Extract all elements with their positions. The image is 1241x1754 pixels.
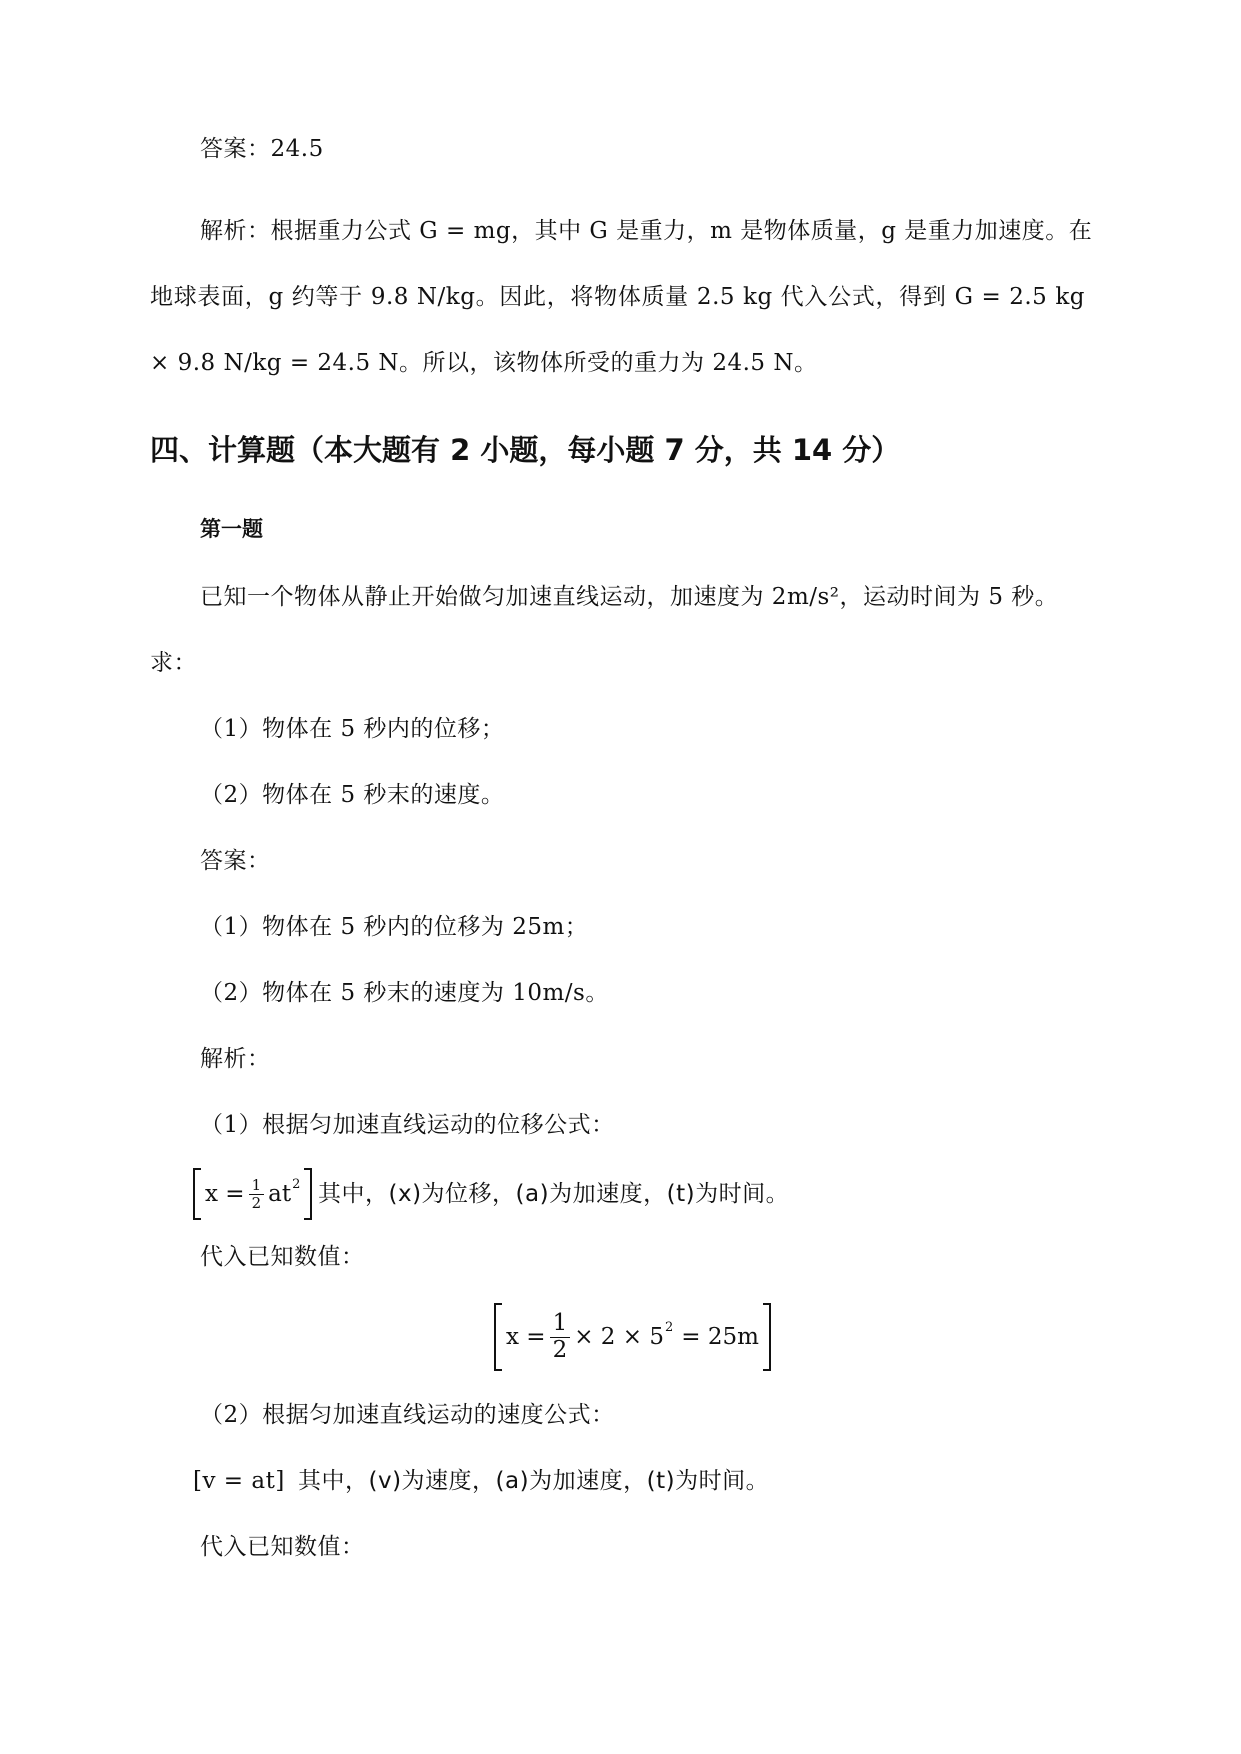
substitute-label-1: 代入已知数值：	[200, 1244, 365, 1270]
analysis-step-1: （1）根据匀加速直线运动的位移公式：	[200, 1112, 615, 1138]
calc-result: = 25m	[681, 1324, 759, 1350]
substitute-label-2: 代入已知数值：	[200, 1534, 365, 1560]
previous-analysis-line-2: 地球表面，g 约等于 9.8 N/kg。因此，将物体质量 2.5 kg 代入公式，得到 G = 2.5 kg	[150, 284, 1085, 310]
calc-exponent: 2	[664, 1319, 674, 1335]
analysis-step-2: （2）根据匀加速直线运动的速度公式：	[200, 1402, 615, 1428]
problem-1-question-2: （2）物体在 5 秒末的速度。	[200, 782, 505, 808]
displacement-calculation	[494, 1303, 771, 1371]
answer-1: （1）物体在 5 秒内的位移为 25m；	[200, 914, 589, 940]
formula-lhs: x =	[205, 1181, 245, 1207]
problem-1-stem-line-2: 求：	[150, 650, 197, 676]
fraction-denominator: 2	[552, 1336, 568, 1363]
problem-1-stem-line-1: 已知一个物体从静止开始做匀加速直线运动，加速度为 2m/s²，运动时间为 5 秒。	[200, 584, 1059, 610]
velocity-formula-note: 其中，(v)为速度，(a)为加速度，(t)为时间。	[298, 1468, 770, 1494]
displacement-formula	[193, 1168, 312, 1220]
previous-analysis-line-3: × 9.8 N/kg = 24.5 N。所以，该物体所受的重力为 24.5 N。	[150, 350, 818, 376]
answer-2: （2）物体在 5 秒末的速度为 10m/s。	[200, 980, 609, 1006]
calc-middle: × 2 × 5	[574, 1324, 664, 1350]
fraction-numerator: 1	[550, 1311, 571, 1337]
formula-term: at	[268, 1181, 292, 1207]
problem-1-title: 第一题	[200, 517, 263, 541]
section-heading: 四、计算题（本大题有 2 小题，每小题 7 分，共 14 分）	[150, 433, 901, 467]
analysis-label: 解析：	[200, 1046, 271, 1072]
half-fraction	[550, 1311, 571, 1363]
previous-answer: 答案：24.5	[200, 136, 324, 162]
calc-lhs: x =	[506, 1324, 546, 1350]
displacement-formula-note: 其中，(x)为位移，(a)为加速度，(t)为时间。	[318, 1181, 790, 1207]
fraction-numerator: 1	[249, 1177, 265, 1195]
problem-1-question-1: （1）物体在 5 秒内的位移；	[200, 716, 505, 742]
right-bracket	[304, 1168, 312, 1220]
half-fraction	[249, 1177, 265, 1211]
answer-label: 答案：	[200, 848, 271, 874]
right-bracket	[763, 1303, 771, 1371]
previous-analysis-line-1: 解析：根据重力公式 G = mg，其中 G 是重力，m 是物体质量，g 是重力加速度。在	[200, 218, 1093, 244]
left-bracket	[494, 1303, 502, 1371]
velocity-formula: [v = at]	[193, 1468, 285, 1494]
left-bracket	[193, 1168, 201, 1220]
formula-exponent: 2	[292, 1176, 301, 1192]
fraction-denominator: 2	[251, 1193, 262, 1212]
